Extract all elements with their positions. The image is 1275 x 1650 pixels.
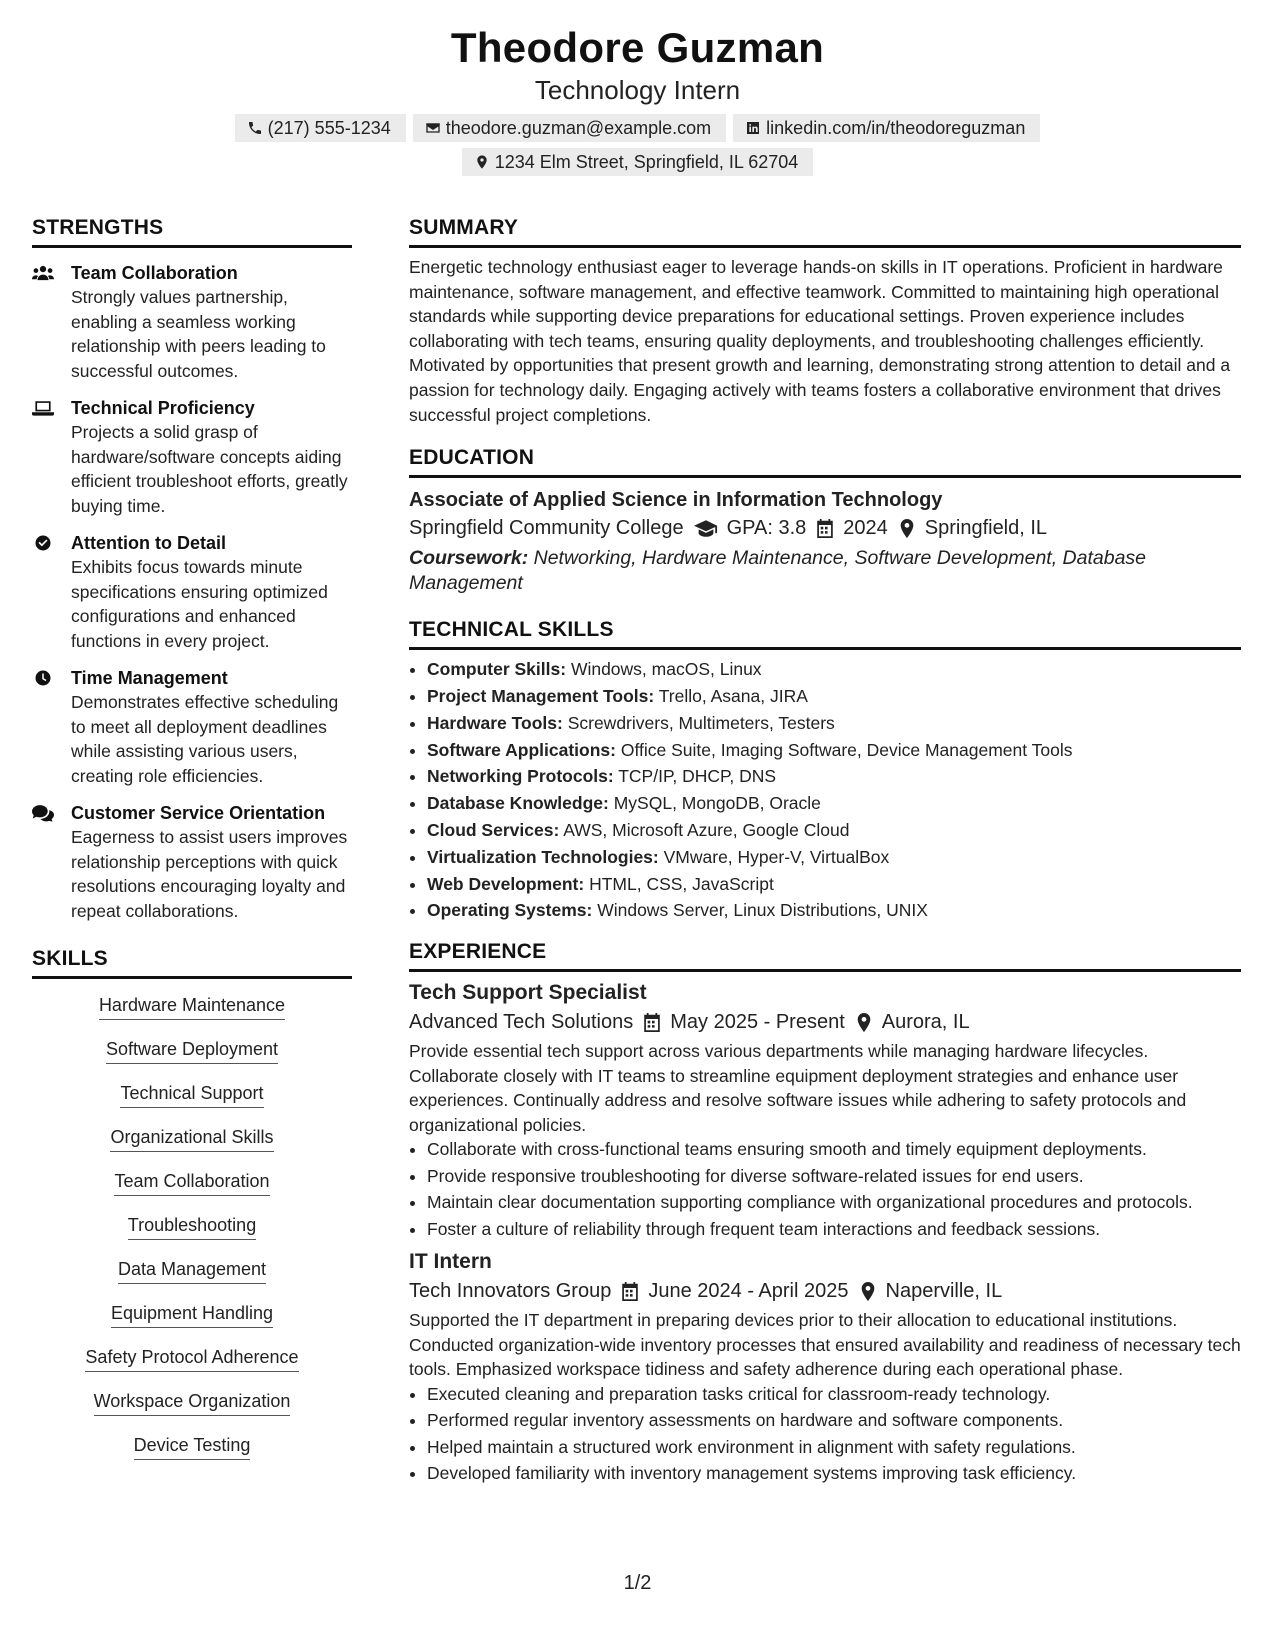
job-bullets xyxy=(409,1382,1241,1486)
skill-tag: Hardware Maintenance xyxy=(32,993,352,1020)
skills-list xyxy=(32,993,352,1460)
job-entry xyxy=(409,979,1241,1241)
job-description: Provide essential tech support across various departments while managing hardware lifecycles. Collaborate closely with IT teams to streamline equipment deployment strategies and enhance user experiences. Continually address and resolve software issues while adhering to safety protocols and organizational policies. xyxy=(409,1041,1187,1135)
skill-tag: Equipment Handling xyxy=(32,1301,352,1328)
list-item: • Database Knowledge: MySQL, MongoDB, Oracle xyxy=(427,790,1241,817)
list-item: • Performed regular inventory assessments on hardware and software components. xyxy=(427,1408,1241,1433)
technical-skills-list xyxy=(409,656,1241,924)
contact-row xyxy=(0,114,1275,142)
linkedin-text: linkedin.com/in/theodoreguzman xyxy=(766,118,1026,138)
strength-desc: Projects a solid grasp of hardware/software concepts aiding efficient troubleshoot efforts, greatly buying time. xyxy=(71,422,348,516)
strength-item xyxy=(32,261,352,383)
job-title: IT Intern xyxy=(409,1250,492,1274)
education-location: Springfield, IL xyxy=(924,517,1048,540)
job-location: Aurora, IL xyxy=(881,1011,970,1034)
list-item: • Cloud Services: AWS, Microsoft Azure, Google Cloud xyxy=(427,817,1241,844)
list-item: • Executed cleaning and preparation tasks critical for classroom-ready technology. xyxy=(427,1382,1241,1407)
strength-item xyxy=(32,801,352,923)
job-dates: May 2025 - Present xyxy=(670,1011,845,1034)
skill-tag: Data Management xyxy=(32,1257,352,1284)
map-pin-icon xyxy=(474,154,490,170)
candidate-title: Technology Intern xyxy=(534,75,741,105)
strength-name: Time Management xyxy=(71,668,228,688)
job-meta xyxy=(409,1007,1241,1037)
candidate-name: Theodore Guzman xyxy=(450,24,825,71)
page-number: 1/2 xyxy=(623,1572,652,1594)
technical-skills-section xyxy=(409,616,1241,924)
skill-tag: Team Collaboration xyxy=(32,1169,352,1196)
list-item: • Operating Systems: Windows Server, Linux Distributions, UNIX xyxy=(427,897,1241,924)
strength-name: Technical Proficiency xyxy=(71,398,255,418)
education-heading: EDUCATION xyxy=(409,444,1241,478)
list-item: • Project Management Tools: Trello, Asana, JIRA xyxy=(427,683,1241,710)
list-item: • Software Applications: Office Suite, Imaging Software, Device Management Tools xyxy=(427,737,1241,764)
education-meta xyxy=(409,513,1241,543)
calendar-icon xyxy=(621,1282,639,1301)
education-year: 2024 xyxy=(843,517,888,540)
skill-tag: Troubleshooting xyxy=(32,1213,352,1240)
phone-icon xyxy=(247,120,263,136)
list-item: • Networking Protocols: TCP/IP, DHCP, DNS xyxy=(427,763,1241,790)
job-meta xyxy=(409,1276,1241,1306)
strength-item xyxy=(32,396,352,518)
calendar-icon xyxy=(816,519,834,538)
coursework-label: Coursework: xyxy=(409,547,529,570)
skills-heading: SKILLS xyxy=(32,945,352,979)
check-circle-icon xyxy=(32,534,54,552)
list-item: • Developed familiarity with inventory management systems improving task efficiency. xyxy=(427,1461,1241,1486)
skill-tag: Safety Protocol Adherence xyxy=(32,1345,352,1372)
summary-text: Energetic technology enthusiast eager to leverage hands-on skills in IT operations. Proficient in hardware maintenance, software management, and effective teamwork. Committed to maintaining high operational standards while supporting device preparations for educational settings. Proven experience includes collaborating with tech teams, ensuring quality deployments, and troubleshooting challenges efficiently. Motivated by opportunities that present growth and learning, demonstrating strong attention to detail and a passion for technology daily. Engaging actively with teams fosters a collaborative environment that drives successful project completions. xyxy=(409,257,1231,425)
strength-name: Team Collaboration xyxy=(71,263,238,283)
job-title: Tech Support Specialist xyxy=(409,981,647,1005)
map-pin-icon xyxy=(898,519,916,538)
experience-heading: EXPERIENCE xyxy=(409,938,1241,972)
clock-icon xyxy=(32,669,54,687)
strengths-heading: STRENGTHS xyxy=(32,214,352,248)
envelope-icon xyxy=(425,120,441,136)
skill-tag: Organizational Skills xyxy=(32,1125,352,1152)
list-item: • Web Development: HTML, CSS, JavaScript xyxy=(427,871,1241,898)
comments-icon xyxy=(32,804,54,822)
right-column xyxy=(409,214,1241,1488)
linkedin-icon xyxy=(745,120,761,136)
summary-heading: SUMMARY xyxy=(409,214,1241,248)
phone-text: (217) 555-1234 xyxy=(267,118,391,138)
strength-item xyxy=(32,531,352,653)
job-dates: June 2024 - April 2025 xyxy=(648,1280,849,1303)
gpa-text: GPA: 3.8 xyxy=(726,517,807,540)
list-item: • Helped maintain a structured work environment in alignment with safety regulations. xyxy=(427,1435,1241,1460)
map-pin-icon xyxy=(859,1282,877,1301)
left-column xyxy=(32,214,352,1477)
degree-title: Associate of Applied Science in Information Technology xyxy=(409,489,943,512)
users-icon xyxy=(32,264,54,282)
list-item: • Virtualization Technologies: VMware, Hyper-V, VirtualBox xyxy=(427,844,1241,871)
list-item: • Hardware Tools: Screwdrivers, Multimeters, Testers xyxy=(427,710,1241,737)
list-item: • Maintain clear documentation supporting compliance with organizational procedures and protocols. xyxy=(427,1190,1241,1215)
strength-item xyxy=(32,666,352,788)
skill-tag: Workspace Organization xyxy=(32,1389,352,1416)
job-description: Supported the IT department in preparing devices prior to their allocation to educational institutions. Conducted organization-wide inventory processes that ensured availability and readiness of necessary tech tools. Emphasized workspace tidiness and safety adherence during each operational phase. xyxy=(409,1310,1241,1380)
coursework xyxy=(409,546,1241,596)
strength-name: Customer Service Orientation xyxy=(71,803,326,823)
skill-tag: Device Testing xyxy=(32,1433,352,1460)
technical-skills-heading: TECHNICAL SKILLS xyxy=(409,616,1241,650)
skill-tag: Software Deployment xyxy=(32,1037,352,1064)
skill-tag: Technical Support xyxy=(32,1081,352,1108)
job-entry xyxy=(409,1248,1241,1486)
company-name: Advanced Tech Solutions xyxy=(409,1011,634,1034)
phone-chip[interactable] xyxy=(235,114,406,142)
list-item: • Foster a culture of reliability through frequent team interactions and feedback sessions. xyxy=(427,1217,1241,1242)
laptop-icon xyxy=(32,399,54,417)
linkedin-chip[interactable] xyxy=(733,114,1040,142)
list-item: • Provide responsive troubleshooting for diverse software-related issues for end users. xyxy=(427,1164,1241,1189)
address-row xyxy=(0,148,1275,176)
coursework-text: Networking, Hardware Maintenance, Software Development, Database Management xyxy=(409,547,1147,595)
address-text: 1234 Elm Street, Springfield, IL 62704 xyxy=(494,152,799,172)
education-section xyxy=(409,444,1241,596)
strength-desc: Exhibits focus towards minute specifications ensuring optimized configurations and enhanced functions in every project. xyxy=(71,557,328,651)
list-item: • Collaborate with cross-functional teams ensuring smooth and timely equipment deployments. xyxy=(427,1137,1241,1162)
experience-section xyxy=(409,938,1241,1486)
strength-desc: Eagerness to assist users improves relationship perceptions with quick resolutions encouraging loyalty and repeat collaborations. xyxy=(71,827,348,921)
strength-name: Attention to Detail xyxy=(71,533,226,553)
resume-header xyxy=(0,22,1275,176)
job-bullets xyxy=(409,1137,1241,1241)
list-item: • Computer Skills: Windows, macOS, Linux xyxy=(427,656,1241,683)
school-name: Springfield Community College xyxy=(409,517,684,540)
strength-desc: Demonstrates effective scheduling to meet all deployment deadlines while assisting various users, creating role efficiencies. xyxy=(71,692,339,786)
calendar-icon xyxy=(643,1013,661,1032)
graduation-cap-icon xyxy=(694,519,718,538)
email-text: theodore.guzman@example.com xyxy=(445,118,712,138)
company-name: Tech Innovators Group xyxy=(409,1280,612,1303)
job-location: Naperville, IL xyxy=(885,1280,1003,1303)
email-chip[interactable] xyxy=(413,114,726,142)
address-chip xyxy=(462,148,814,176)
map-pin-icon xyxy=(855,1013,873,1032)
strength-desc: Strongly values partnership, enabling a seamless working relationship with peers leading to successful outcomes. xyxy=(71,287,326,381)
